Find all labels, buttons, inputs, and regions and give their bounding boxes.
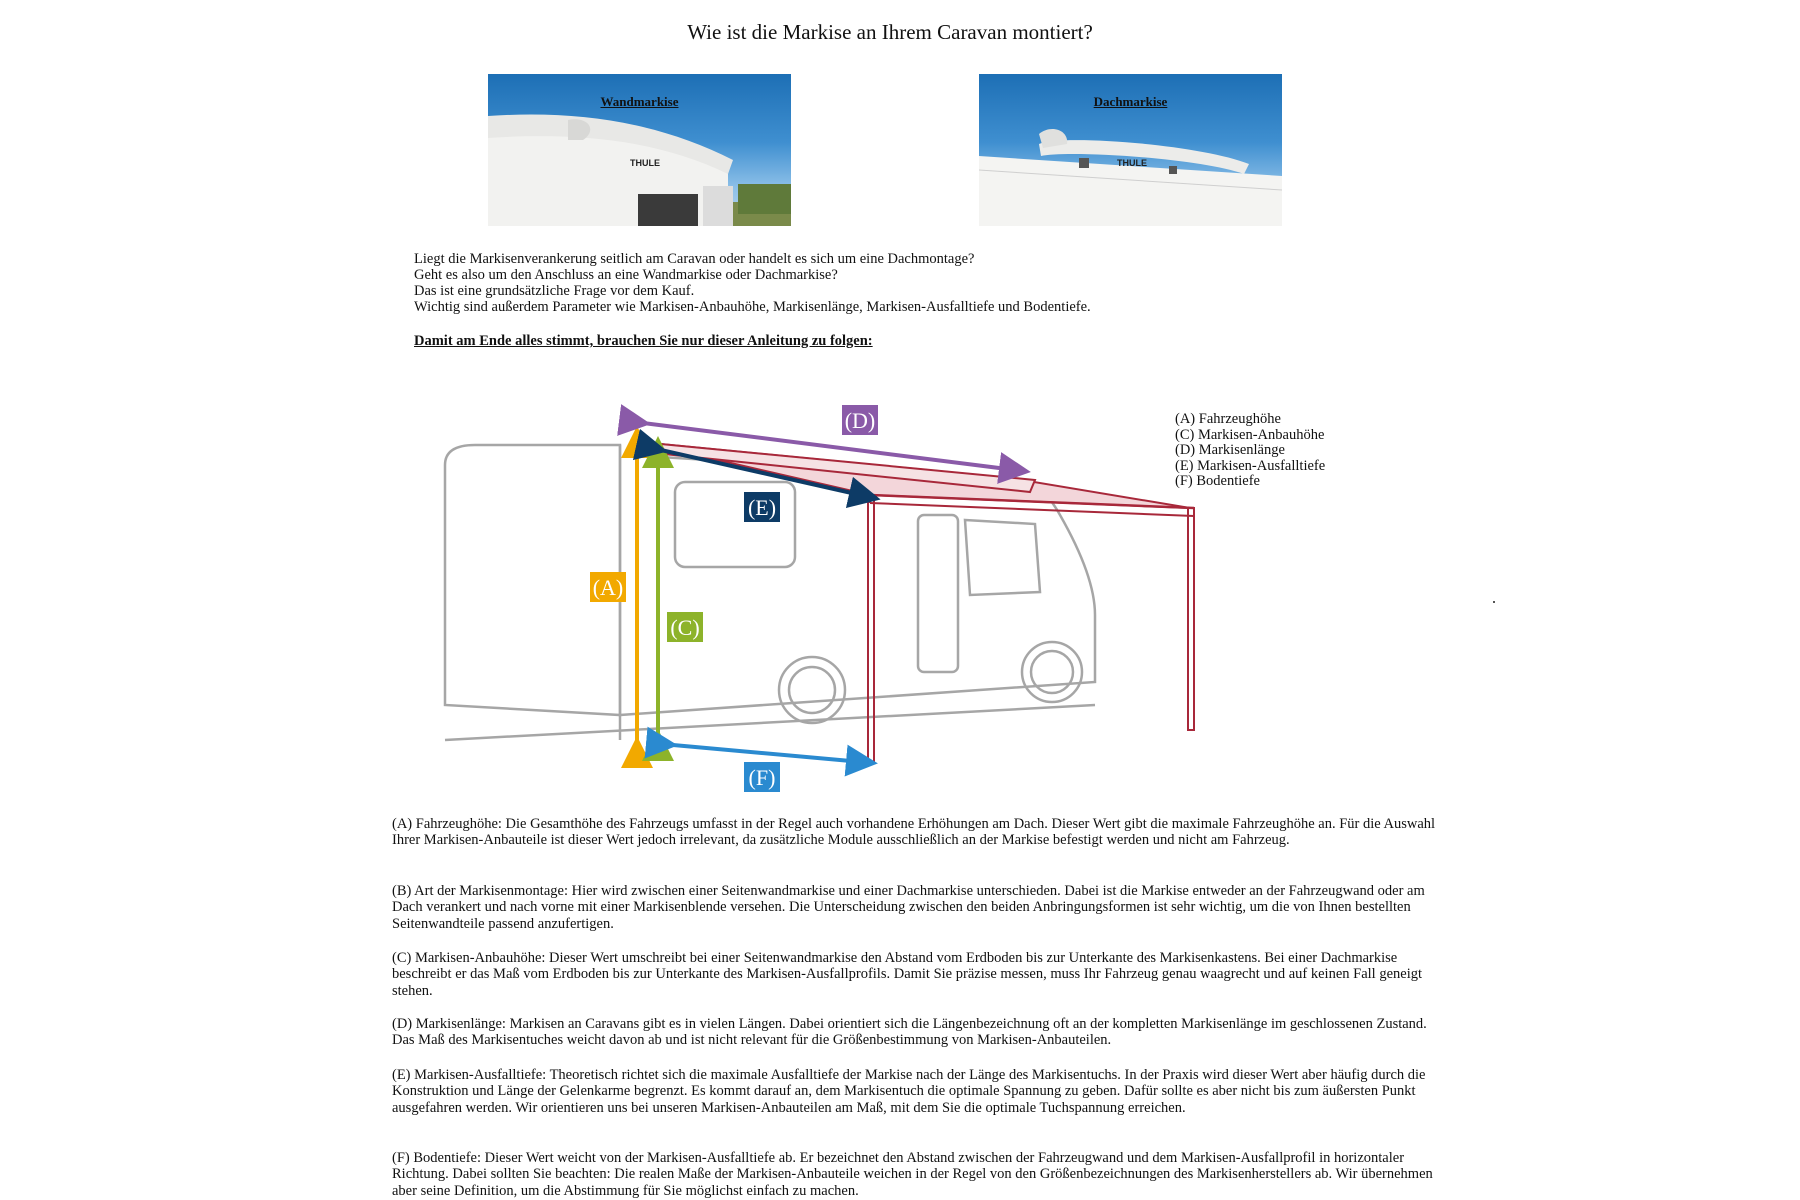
legend-item: (E) Markisen-Ausfalltiefe [1175,457,1326,474]
label-f: (F) [748,765,776,790]
description-f: (F) Bodentiefe: Dieser Wert weicht von der Markisen-Ausfalltiefe ab. Er bezeichnet den Abstand zwischen der Fahrzeugwand und dem Markisen-Ausfallprofil in horizontaler Richtung. Dabei sollten Sie beachten: Die realen Maße der Markisen-Anbauteile weichen in der Regel von den Größenbezeichnungen des Markisenherstellers ab. Wir übernehmen aber seine Definition, um die Abstimmung für Sie möglichst einfach zu machen. [392,1150,1433,1199]
label-c: (C) [670,615,700,640]
wall-awning-label: Wandmarkise [600,94,679,109]
legend-item: (D) Markisenlänge [1175,442,1285,458]
awning-diagram [430,400,1290,800]
roof-awning-label: Dachmarkise [1093,94,1168,109]
arrow-f [662,744,862,762]
legend-item: (C) Markisen-Anbauhöhe [1175,426,1325,443]
wall-awning-photo [488,74,791,226]
intro-text [414,251,1091,315]
description-d: (D) Markisenlänge: Markisen an Caravans gibt es in vielen Längen. Dabei orientiert sich die Längenbezeichnung oft an der kompletten Markisenlänge im geschlossenen Zustand. Das Maß des Markisentuches weicht davon ab und ist nicht relevant für die Größenbestimmung von Markisen-Anbauteilen. [392,1016,1427,1049]
intro-line: Liegt die Markisenverankerung seitlich am Caravan oder handelt es sich um eine Dachmontage? [414,251,975,267]
description-e: (E) Markisen-Ausfalltiefe: Theoretisch richtet sich die maximale Ausfalltiefe der Markise nach der Länge des Markisentuchs. In der Praxis wird dieser Wert aber häufig durch die Konstruktion und Länge der Gelenkarme begrenzt. Es kommt darauf an, dem Markisentuch die optimale Spannung zu geben. Dafür sollte es aber nicht bis zum äußersten Punkt ausgefahren werden. Wir orientieren uns bei unseren Markisen-Anbauteilen am Maß, mit dem Sie die optimale Tuchspannung erreichen. [392,1067,1426,1116]
page-title: Wie ist die Markise an Ihrem Caravan montiert? [687,20,1093,44]
intro-line: Wichtig sind außerdem Parameter wie Markisen-Anbauhöhe, Markisenlänge, Markisen-Ausfalltiefe und Bodentiefe. [414,299,1091,315]
label-a: (A) [592,575,624,600]
intro-line: Geht es also um den Anschluss an eine Wandmarkise oder Dachmarkise? [414,267,838,283]
diagram-legend [1175,412,1325,490]
roof-awning-photo [979,74,1282,226]
label-e: (E) [747,495,777,520]
intro-line: Das ist eine grundsätzliche Frage vor dem Kauf. [414,283,695,299]
legend-item: (A) Fahrzeughöhe [1175,411,1281,427]
roof-photo-logo: THULE [1117,158,1147,168]
description-a: (A) Fahrzeughöhe: Die Gesamthöhe des Fahrzeugs umfasst in der Regel auch vorhandene Erhöhungen am Dach. Dieser Wert gibt die maximale Fahrzeughöhe an. Für die Auswahl Ihrer Markisen-Anbauteile ist dieser Wert jedoch irrelevant, da zusätzliche Module ausschließlich an der Markise befestigt werden und nicht am Fahrzeug. [392,816,1436,849]
description-b: (B) Art der Markisenmontage: Hier wird zwischen einer Seitenwandmarkise und einer Dachmarkise unterschieden. Dabei ist die Markise entweder an der Fahrzeugwand oder am Dach verankert und nach vorne mit einer Markisenblende versehen. Die Unterscheidung zwischen den beiden Anbringungsformen ist sehr wichtig, um die von Ihnen bestellten Seitenwandteile passend anzufertigen. [392,883,1425,932]
wall-photo-logo: THULE [630,158,660,168]
label-d: (D) [844,408,876,433]
legend-item: (F) Bodentiefe [1175,473,1260,489]
description-c: (C) Markisen-Anbauhöhe: Dieser Wert umschreibt bei einer Seitenwandmarkise den Abstand vom Erdboden bis zur Unterkante des Markisenkastens. Bei einer Dachmarkise beschreibt er das Maß vom Erdboden bis zur Unterkante des Markisen-Ausfallprofils. Damit Sie präzise messen, muss Ihr Fahrzeug genau waagrecht und auf keinen Fall geneigt stehen. [392,950,1423,999]
guide-heading: Damit am Ende alles stimmt, brauchen Sie nur dieser Anleitung zu folgen: [414,333,873,349]
stray-dot [1493,601,1495,603]
